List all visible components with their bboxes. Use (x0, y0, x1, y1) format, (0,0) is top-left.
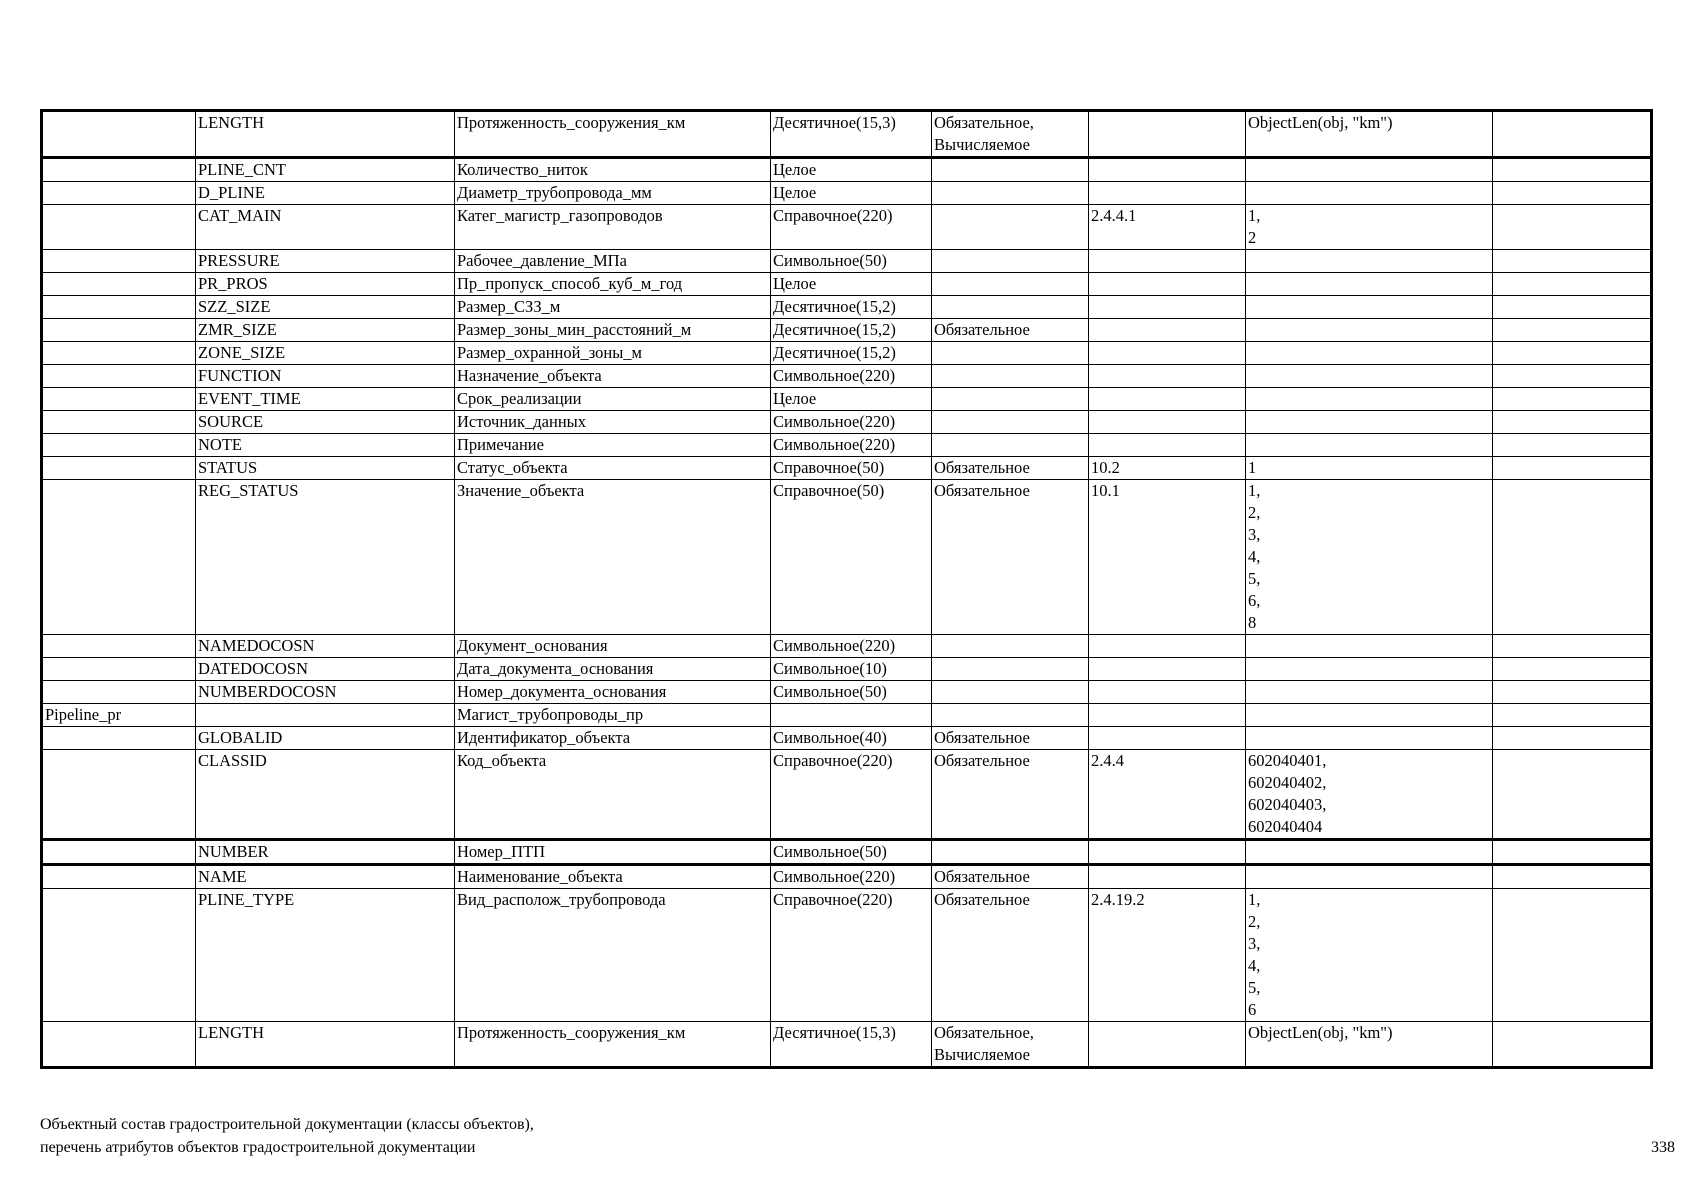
table-row (42, 840, 1652, 865)
table-row (42, 635, 1652, 658)
reference-cell (1089, 365, 1246, 388)
table-row (42, 434, 1652, 457)
requirement-cell (932, 840, 1089, 865)
reference-cell: 2.4.4 (1089, 750, 1246, 840)
field-name-cell: CLASSID (196, 750, 455, 840)
data-type-cell: Целое (771, 273, 932, 296)
data-type-cell: Символьное(50) (771, 681, 932, 704)
note-cell (1493, 182, 1652, 205)
table-row (42, 750, 1652, 840)
reference-cell (1089, 319, 1246, 342)
data-type-cell: Целое (771, 388, 932, 411)
field-alias-cell: Назначение_объекта (455, 365, 771, 388)
class-name-cell (42, 319, 196, 342)
requirement-cell: Обязательное (932, 889, 1089, 1022)
values-cell (1246, 365, 1493, 388)
table-row (42, 296, 1652, 319)
class-name-cell (42, 296, 196, 319)
note-cell (1493, 750, 1652, 840)
values-cell: ObjectLen(obj, "km") (1246, 1022, 1493, 1068)
values-cell: 1, 2, 3, 4, 5, 6, 8 (1246, 480, 1493, 635)
note-cell (1493, 865, 1652, 889)
field-name-cell: NAMEDOCOSN (196, 635, 455, 658)
note-cell (1493, 840, 1652, 865)
values-cell (1246, 388, 1493, 411)
values-cell (1246, 658, 1493, 681)
table-row (42, 457, 1652, 480)
values-cell: 602040401, 602040402, 602040403, 602040404 (1246, 750, 1493, 840)
field-name-cell: GLOBALID (196, 727, 455, 750)
values-cell (1246, 250, 1493, 273)
values-cell: ObjectLen(obj, "km") (1246, 111, 1493, 158)
note-cell (1493, 635, 1652, 658)
data-type-cell: Десятичное(15,2) (771, 296, 932, 319)
field-alias-cell: Катег_магистр_газопроводов (455, 205, 771, 250)
table-row (42, 273, 1652, 296)
requirement-cell (932, 365, 1089, 388)
note-cell (1493, 681, 1652, 704)
note-cell (1493, 111, 1652, 158)
table-row (42, 205, 1652, 250)
reference-cell: 2.4.19.2 (1089, 889, 1246, 1022)
reference-cell (1089, 840, 1246, 865)
table-row (42, 681, 1652, 704)
footer-caption (40, 1113, 534, 1159)
note-cell (1493, 704, 1652, 727)
data-type-cell: Символьное(220) (771, 434, 932, 457)
field-name-cell: ZONE_SIZE (196, 342, 455, 365)
requirement-cell (932, 158, 1089, 182)
reference-cell (1089, 727, 1246, 750)
reference-cell (1089, 704, 1246, 727)
requirement-cell: Обязательное (932, 457, 1089, 480)
data-type-cell: Символьное(50) (771, 250, 932, 273)
class-name-cell (42, 457, 196, 480)
requirement-cell (932, 704, 1089, 727)
field-name-cell (196, 704, 455, 727)
field-name-cell: NUMBERDOCOSN (196, 681, 455, 704)
field-name-cell: REG_STATUS (196, 480, 455, 635)
note-cell (1493, 388, 1652, 411)
requirement-cell (932, 681, 1089, 704)
requirement-cell: Обязательное (932, 319, 1089, 342)
class-name-cell (42, 411, 196, 434)
field-name-cell: PLINE_TYPE (196, 889, 455, 1022)
class-name-cell (42, 205, 196, 250)
footer-line-2: перечень атрибутов объектов градостроительной документации (40, 1139, 476, 1156)
field-alias-cell: Документ_основания (455, 635, 771, 658)
field-name-cell: CAT_MAIN (196, 205, 455, 250)
reference-cell (1089, 158, 1246, 182)
reference-cell (1089, 411, 1246, 434)
note-cell (1493, 658, 1652, 681)
field-alias-cell: Размер_зоны_мин_расстояний_м (455, 319, 771, 342)
class-name-cell: Pipeline_pr (42, 704, 196, 727)
class-name-cell (42, 727, 196, 750)
reference-cell (1089, 635, 1246, 658)
data-type-cell: Справочное(220) (771, 889, 932, 1022)
values-cell: 1, 2 (1246, 205, 1493, 250)
field-alias-cell: Рабочее_давление_МПа (455, 250, 771, 273)
field-alias-cell: Количество_ниток (455, 158, 771, 182)
data-type-cell: Справочное(50) (771, 457, 932, 480)
field-alias-cell: Статус_объекта (455, 457, 771, 480)
field-name-cell: FUNCTION (196, 365, 455, 388)
page-number: 338 (1651, 1139, 1675, 1156)
requirement-cell: Обязательное (932, 750, 1089, 840)
data-type-cell: Символьное(220) (771, 865, 932, 889)
reference-cell (1089, 273, 1246, 296)
field-name-cell: NUMBER (196, 840, 455, 865)
values-cell: 1 (1246, 457, 1493, 480)
data-type-cell: Десятичное(15,2) (771, 319, 932, 342)
field-alias-cell: Срок_реализации (455, 388, 771, 411)
field-alias-cell: Идентификатор_объекта (455, 727, 771, 750)
values-cell (1246, 342, 1493, 365)
data-type-cell: Символьное(220) (771, 635, 932, 658)
reference-cell (1089, 111, 1246, 158)
note-cell (1493, 319, 1652, 342)
class-name-cell (42, 434, 196, 457)
reference-cell (1089, 296, 1246, 319)
table-row (42, 889, 1652, 1022)
table-row (42, 658, 1652, 681)
field-name-cell: SZZ_SIZE (196, 296, 455, 319)
class-name-cell (42, 273, 196, 296)
reference-cell (1089, 182, 1246, 205)
table-row (42, 704, 1652, 727)
class-name-cell (42, 342, 196, 365)
note-cell (1493, 480, 1652, 635)
field-alias-cell: Размер_охранной_зоны_м (455, 342, 771, 365)
field-alias-cell: Номер_ПТП (455, 840, 771, 865)
note-cell (1493, 1022, 1652, 1068)
note-cell (1493, 342, 1652, 365)
reference-cell (1089, 658, 1246, 681)
field-name-cell: PR_PROS (196, 273, 455, 296)
reference-cell (1089, 865, 1246, 889)
class-name-cell (42, 840, 196, 865)
class-name-cell (42, 1022, 196, 1068)
field-name-cell: EVENT_TIME (196, 388, 455, 411)
values-cell (1246, 273, 1493, 296)
class-name-cell (42, 480, 196, 635)
field-alias-cell: Примечание (455, 434, 771, 457)
values-cell (1246, 704, 1493, 727)
reference-cell (1089, 681, 1246, 704)
data-type-cell: Символьное(220) (771, 411, 932, 434)
reference-cell: 10.2 (1089, 457, 1246, 480)
note-cell (1493, 158, 1652, 182)
data-type-cell: Десятичное(15,3) (771, 1022, 932, 1068)
table-row (42, 480, 1652, 635)
table-row (42, 411, 1652, 434)
field-name-cell: LENGTH (196, 111, 455, 158)
field-alias-cell: Код_объекта (455, 750, 771, 840)
requirement-cell: Обязательное, Вычисляемое (932, 1022, 1089, 1068)
class-name-cell (42, 889, 196, 1022)
note-cell (1493, 296, 1652, 319)
field-name-cell: SOURCE (196, 411, 455, 434)
field-alias-cell: Номер_документа_основания (455, 681, 771, 704)
field-alias-cell: Дата_документа_основания (455, 658, 771, 681)
class-name-cell (42, 681, 196, 704)
reference-cell (1089, 434, 1246, 457)
note-cell (1493, 727, 1652, 750)
field-name-cell: NAME (196, 865, 455, 889)
data-type-cell: Целое (771, 182, 932, 205)
reference-cell: 2.4.4.1 (1089, 205, 1246, 250)
field-name-cell: NOTE (196, 434, 455, 457)
table-row (42, 182, 1652, 205)
data-type-cell: Десятичное(15,3) (771, 111, 932, 158)
data-type-cell: Целое (771, 158, 932, 182)
footer-line-1: Объектный состав градостроительной документации (классы объектов), (40, 1116, 534, 1133)
field-name-cell: D_PLINE (196, 182, 455, 205)
field-alias-cell: Протяженность_сооружения_км (455, 111, 771, 158)
table-row (42, 1022, 1652, 1068)
field-alias-cell: Размер_СЗЗ_м (455, 296, 771, 319)
reference-cell (1089, 250, 1246, 273)
requirement-cell (932, 411, 1089, 434)
note-cell (1493, 273, 1652, 296)
data-type-cell: Справочное(220) (771, 750, 932, 840)
values-cell (1246, 865, 1493, 889)
requirement-cell (932, 342, 1089, 365)
table-row (42, 319, 1652, 342)
class-name-cell (42, 182, 196, 205)
values-cell (1246, 727, 1493, 750)
values-cell (1246, 434, 1493, 457)
field-alias-cell: Значение_объекта (455, 480, 771, 635)
note-cell (1493, 457, 1652, 480)
values-cell (1246, 158, 1493, 182)
field-alias-cell: Источник_данных (455, 411, 771, 434)
requirement-cell (932, 205, 1089, 250)
field-alias-cell: Вид_располож_трубопровода (455, 889, 771, 1022)
requirement-cell (932, 250, 1089, 273)
values-cell: 1, 2, 3, 4, 5, 6 (1246, 889, 1493, 1022)
class-name-cell (42, 158, 196, 182)
table-row (42, 158, 1652, 182)
requirement-cell: Обязательное (932, 865, 1089, 889)
table-row (42, 250, 1652, 273)
data-type-cell: Справочное(50) (771, 480, 932, 635)
field-name-cell: DATEDOCOSN (196, 658, 455, 681)
data-type-cell: Символьное(40) (771, 727, 932, 750)
values-cell (1246, 319, 1493, 342)
table-row (42, 111, 1652, 158)
field-name-cell: LENGTH (196, 1022, 455, 1068)
table-body (42, 111, 1652, 1068)
note-cell (1493, 411, 1652, 434)
note-cell (1493, 205, 1652, 250)
data-type-cell: Десятичное(15,2) (771, 342, 932, 365)
field-alias-cell: Пр_пропуск_способ_куб_м_год (455, 273, 771, 296)
requirement-cell: Обязательное (932, 480, 1089, 635)
requirement-cell: Обязательное, Вычисляемое (932, 111, 1089, 158)
table-row (42, 388, 1652, 411)
class-name-cell (42, 250, 196, 273)
class-name-cell (42, 388, 196, 411)
field-name-cell: PLINE_CNT (196, 158, 455, 182)
field-alias-cell: Наименование_объекта (455, 865, 771, 889)
values-cell (1246, 681, 1493, 704)
data-type-cell: Символьное(50) (771, 840, 932, 865)
field-name-cell: STATUS (196, 457, 455, 480)
field-name-cell: ZMR_SIZE (196, 319, 455, 342)
class-name-cell (42, 750, 196, 840)
note-cell (1493, 250, 1652, 273)
requirement-cell: Обязательное (932, 727, 1089, 750)
class-name-cell (42, 111, 196, 158)
requirement-cell (932, 658, 1089, 681)
requirement-cell (932, 635, 1089, 658)
field-name-cell: PRESSURE (196, 250, 455, 273)
reference-cell (1089, 388, 1246, 411)
data-type-cell: Символьное(220) (771, 365, 932, 388)
values-cell (1246, 182, 1493, 205)
class-name-cell (42, 865, 196, 889)
note-cell (1493, 434, 1652, 457)
attributes-table (40, 109, 1653, 1069)
field-alias-cell: Протяженность_сооружения_км (455, 1022, 771, 1068)
class-name-cell (42, 635, 196, 658)
note-cell (1493, 365, 1652, 388)
requirement-cell (932, 434, 1089, 457)
requirement-cell (932, 388, 1089, 411)
table-row (42, 342, 1652, 365)
table-row (42, 865, 1652, 889)
requirement-cell (932, 296, 1089, 319)
table-row (42, 365, 1652, 388)
field-alias-cell: Диаметр_трубопровода_мм (455, 182, 771, 205)
requirement-cell (932, 273, 1089, 296)
class-name-cell (42, 365, 196, 388)
values-cell (1246, 635, 1493, 658)
values-cell (1246, 840, 1493, 865)
table-row (42, 727, 1652, 750)
note-cell (1493, 889, 1652, 1022)
requirement-cell (932, 182, 1089, 205)
reference-cell (1089, 1022, 1246, 1068)
field-alias-cell: Магист_трубопроводы_пр (455, 704, 771, 727)
class-name-cell (42, 658, 196, 681)
data-type-cell (771, 704, 932, 727)
data-type-cell: Справочное(220) (771, 205, 932, 250)
data-type-cell: Символьное(10) (771, 658, 932, 681)
reference-cell (1089, 342, 1246, 365)
values-cell (1246, 296, 1493, 319)
values-cell (1246, 411, 1493, 434)
reference-cell: 10.1 (1089, 480, 1246, 635)
